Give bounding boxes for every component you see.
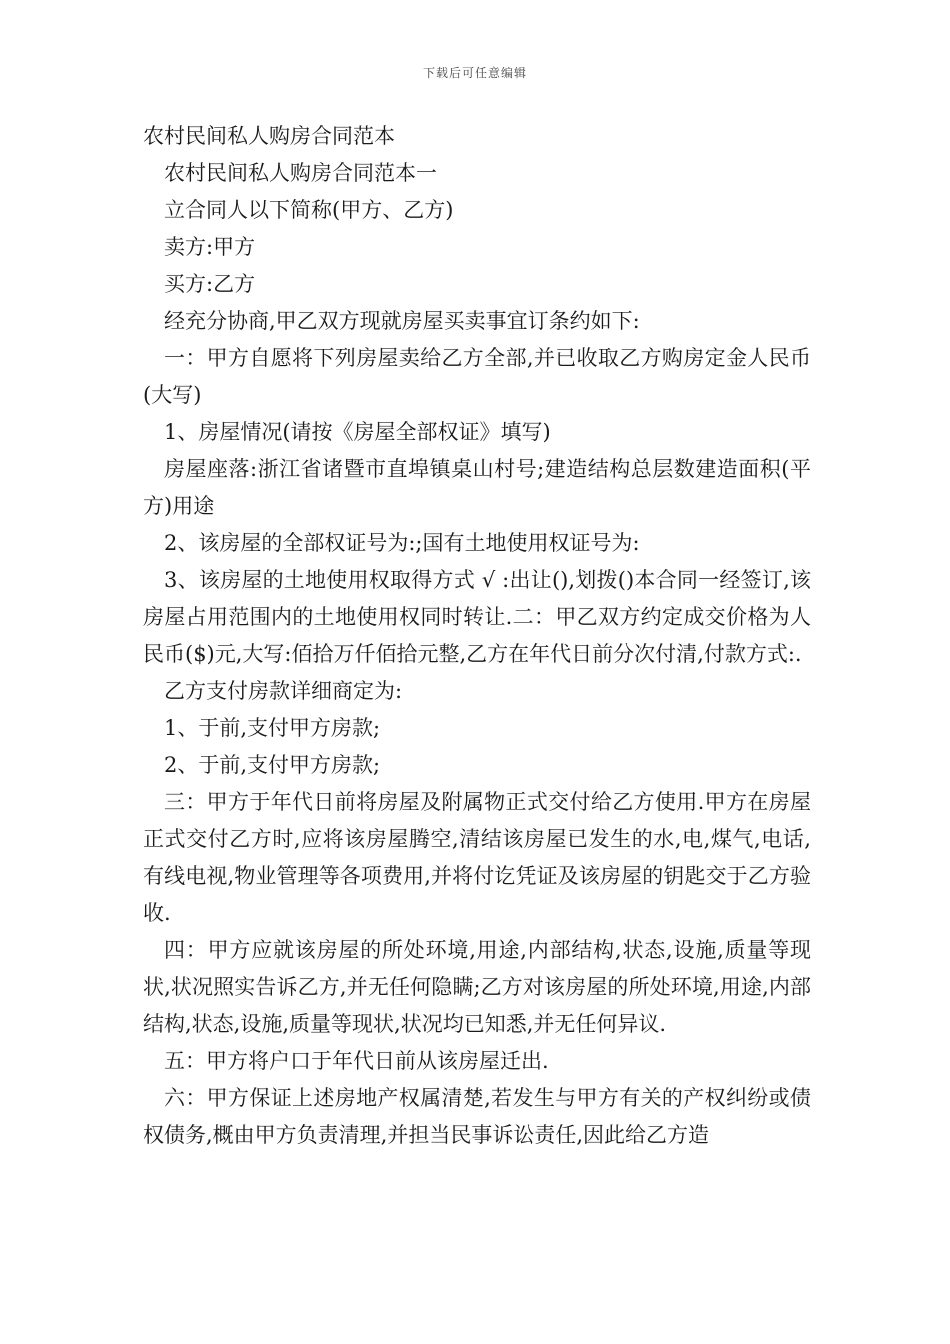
paragraph: 1、于前,支付甲方房款; bbox=[164, 716, 381, 740]
paragraph: 买方:乙方 bbox=[164, 272, 256, 296]
document-body bbox=[143, 118, 811, 1154]
paragraph: 经充分协商,甲乙双方现就房屋买卖事宜订条约如下: bbox=[164, 309, 640, 333]
paragraph: 2、于前,支付甲方房款; bbox=[164, 753, 381, 777]
paragraph: 六：甲方保证上述房地产权属清楚,若发生与甲方有关的产权纠纷或债权债务,概由甲方负责清理,并担当民事诉讼责任,因此给乙方造 bbox=[143, 1086, 811, 1147]
paragraph: 五：甲方将户口于年代日前从该房屋迁出. bbox=[164, 1049, 549, 1073]
paragraph: 一：甲方自愿将下列房屋卖给乙方全部,并已收取乙方购房定金人民币(大写) bbox=[143, 346, 811, 407]
page-header: 下载后可任意编辑 bbox=[422, 66, 527, 80]
paragraph: 农村民间私人购房合同范本一 bbox=[164, 161, 437, 185]
paragraph: 1、房屋情况(请按《房屋全部权证》填写) bbox=[164, 420, 551, 444]
paragraph: 三：甲方于年代日前将房屋及附属物正式交付给乙方使用.甲方在房屋正式交付乙方时,应将该房屋腾空,清结该房屋已发生的水,电,煤气,电话,有线电视,物业管理等各项费用,并将付讫凭证及该房屋的钥匙交于乙方验收. bbox=[143, 790, 811, 925]
document-title: 农村民间私人购房合同范本 bbox=[143, 124, 395, 148]
paragraph: 房屋座落:浙江省诸暨市直埠镇桌山村号;建造结构总层数建造面积(平方)用途 bbox=[143, 457, 811, 518]
paragraph: 3、该房屋的土地使用权取得方式 √ :出让(),划拨()本合同一经签订,该房屋占用范围内的土地使用权同时转让.二：甲乙双方约定成交价格为人民币($)元,大写:佰拾万仟佰拾元整,乙方在年代日前分次付清,付款方式:. bbox=[143, 568, 811, 666]
paragraph: 乙方支付房款详细商定为: bbox=[164, 679, 403, 703]
paragraph: 卖方:甲方 bbox=[164, 235, 256, 259]
paragraph: 2、该房屋的全部权证号为:;国有土地使用权证号为: bbox=[164, 531, 640, 555]
paragraph: 立合同人以下简称(甲方、乙方) bbox=[164, 198, 454, 222]
paragraph: 四：甲方应就该房屋的所处环境,用途,内部结构,状态,设施,质量等现状,状况照实告诉乙方,并无任何隐瞒;乙方对该房屋的所处环境,用途,内部结构,状态,设施,质量等现状,状况均已知悉,并无任何异议. bbox=[143, 938, 811, 1036]
